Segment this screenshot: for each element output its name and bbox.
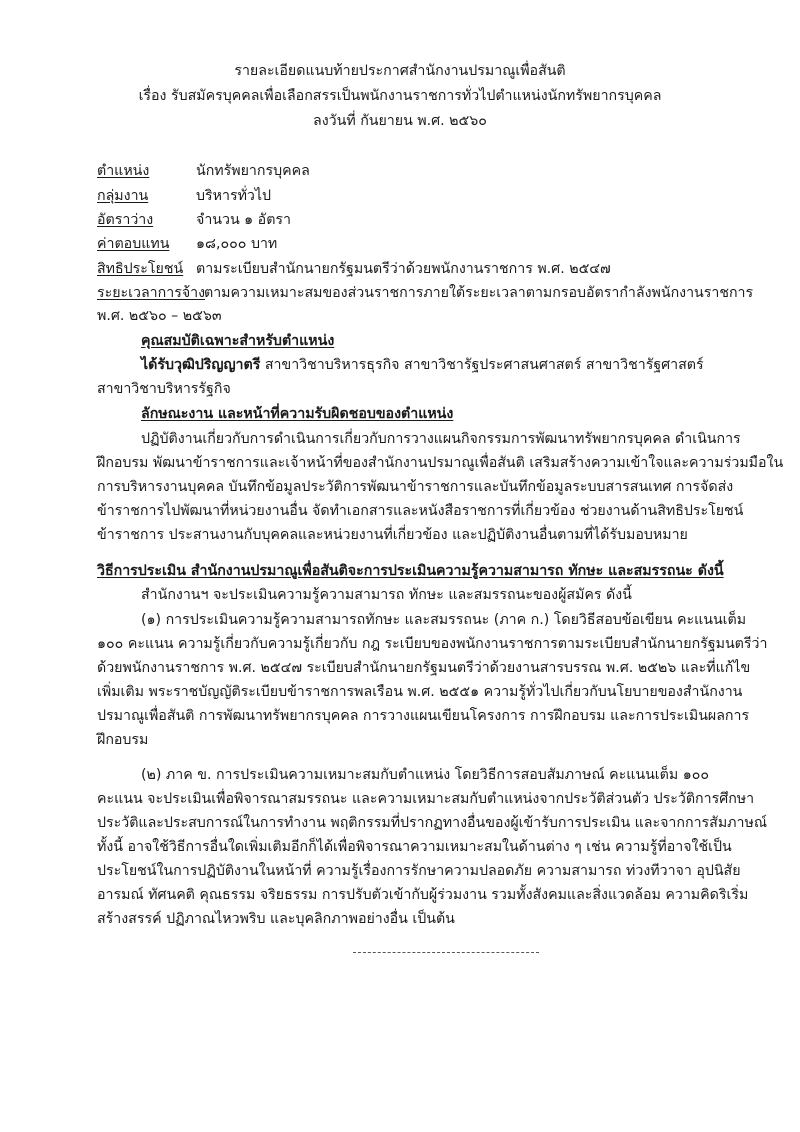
- field-label-employment-period: ระยะเวลาการจ้าง: [97, 285, 206, 301]
- evaluation-part2-line: (๒) ภาค ข. การประเมินความเหมาะสมกับตำแหน่ง โดยวิธีการสอบสัมภาษณ์ คะแนนเต็ม ๑๐๐: [141, 767, 710, 783]
- field-label-benefits: สิทธิประโยชน์: [97, 261, 184, 277]
- field-value-employment-period-cont: พ.ศ. ๒๕๖๐ – ๒๕๖๓: [97, 308, 222, 324]
- field-value-benefits: ตามระเบียบสำนักนายกรัฐมนตรีว่าด้วยพนักงานราชการ พ.ศ. ๒๕๔๗: [196, 261, 611, 277]
- header-title: รายละเอียดแนบท้ายประกาศสำนักงานปรมาณูเพื่อสันติ: [234, 63, 566, 79]
- field-label-position: ตำแหน่ง: [97, 163, 150, 179]
- duties-line: ข้าราชการไปพัฒนาที่หน่วยงานอื่น จัดทำเอกสารและหนังสือราชการที่เกี่ยวข้อง ช่วยงานด้านสิทธิประโยชน์: [97, 503, 744, 519]
- evaluation-part2-line: อารมณ์ ทัศนคติ คุณธรรม จริยธรรม การปรับตัวเข้ากับผู้ร่วมงาน รวมทั้งสังคมและสิ่งแวดล้อม ความคิดริเริ่ม: [97, 887, 749, 903]
- field-label-salary: ค่าตอบแทน: [97, 236, 170, 252]
- evaluation-part1-line: ปรมาณูเพื่อสันติ การพัฒนาทรัพยากรบุคคล การวางแผนเขียนโครงการ การฝึกอบรม และการประเมินผลการ: [97, 708, 750, 724]
- qualifications-heading: คุณสมบัติเฉพาะสำหรับตำแหน่ง: [141, 333, 335, 349]
- qualifications-degree: [141, 354, 704, 376]
- evaluation-part1-line: ด้วยพนักงานราชการ พ.ศ. ๒๕๔๗ ระเบียบสำนักนายกรัฐมนตรีว่าด้วยงานสารบรรณ พ.ศ. ๒๕๒๖ และที่แก้ไข: [97, 660, 751, 676]
- duties-line: การบริหารงานบุคคล บันทึกข้อมูลประวัติการพัฒนาข้าราชการและบันทึกข้อมูลระบบสารสนเทศ การจัดส่ง: [97, 479, 734, 495]
- evaluation-part1-line: เพิ่มเติม พระราชบัญญัติระเบียบข้าราชการพลเรือน พ.ศ. ๒๕๕๑ ความรู้ทั่วไปเกี่ยวกับนโยบายของสำนักงาน: [97, 684, 743, 700]
- evaluation-intro: สำนักงานฯ จะประเมินความรู้ความสามารถ ทักษะ และสมรรถนะของผู้สมัคร ดังนี้: [141, 587, 632, 603]
- field-value-employment-period: ตามความเหมาะสมของส่วนราชการภายใต้ระยะเวลาตามกรอบอัตรากำลังพนักงานราชการ: [204, 285, 754, 301]
- header-date: ลงวันที่ กันยายน พ.ศ. ๒๕๖๐: [313, 113, 487, 129]
- field-value-group: บริหารทั่วไป: [196, 188, 272, 204]
- evaluation-part2-line: ทั้งนี้ อาจใช้วิธีการอื่นใดเพิ่มเติมอีกก็ได้เพื่อพิจารณาความเหมาะสมในด้านต่าง ๆ เช่น ความรู้ที่อาจใช้เป็น: [97, 839, 732, 855]
- field-value-position: นักทรัพยากรบุคคล: [196, 163, 310, 179]
- evaluation-part2-line: ประวัติและประสบการณ์ในการทำงาน พฤติกรรมที่ปรากฏทางอื่นของผู้เข้ารับการประเมิน และจากการสัมภาษณ์: [97, 815, 768, 831]
- header-subject: เรื่อง รับสมัครบุคคลเพื่อเลือกสรรเป็นพนักงานราชการทั่วไปตำแหน่งนักทรัพยากรบุคคล: [138, 88, 662, 104]
- field-label-group: กลุ่มงาน: [97, 188, 149, 204]
- field-value-vacancy: จำนวน ๑ อัตรา: [196, 212, 291, 228]
- duties-line: ฝึกอบรม พัฒนาข้าราชการและเจ้าหน้าที่ของสำนักงานปรมาณูเพื่อสันติ เสริมสร้างความเข้าใจและความร่วมมือใน: [97, 455, 784, 471]
- evaluation-part1-line: ฝึกอบรม: [97, 732, 149, 748]
- evaluation-part2-line: ประโยชน์ในการปฏิบัติงานในหน้าที่ ความรู้เรื่องการรักษาความปลอดภัย ความสามารถ ท่วงทีวาจา อุปนิสัย: [97, 863, 741, 879]
- evaluation-part1-line: ๑๐๐ คะแนน ความรู้เกี่ยวกับความรู้เกี่ยวกับ กฎ ระเบียบของพนักงานราชการตามระเบียบสำนักนายกรัฐมนตรีว่า: [97, 636, 768, 652]
- qualifications-degree-cont: สาขาวิชาบริหารรัฐกิจ: [97, 381, 231, 397]
- field-value-salary: ๑๘,๐๐๐ บาท: [196, 236, 278, 252]
- qualifications-degree-majors: สาขาวิชาบริหารธุรกิจ สาขาวิชารัฐประศาสนศาสตร์ สาขาวิชารัฐศาสตร์: [260, 357, 704, 373]
- duties-heading: ลักษณะงาน และหน้าที่ความรับผิดชอบของตำแหน่ง: [141, 406, 454, 422]
- duties-line: ข้าราชการ ประสานงานกับบุคคลและหน่วยงานที่เกี่ยวข้อง และปฏิบัติงานอื่นตามที่ได้รับมอบหมาย: [97, 527, 688, 543]
- evaluation-part2-line: คะแนน จะประเมินเพื่อพิจารณาสมรรถนะ และความเหมาะสมกับตำแหน่งจากประวัติส่วนตัว ประวัติการศึกษา: [97, 791, 755, 807]
- duties-line: ปฏิบัติงานเกี่ยวกับการดำเนินการเกี่ยวกับการวางแผนกิจกรรมการพัฒนาทรัพยากรบุคคล ดำเนินการ: [141, 431, 741, 447]
- footer-separator: [353, 952, 539, 953]
- field-label-vacancy: อัตราว่าง: [97, 212, 154, 228]
- evaluation-heading: วิธีการประเมิน สำนักงานปรมาณูเพื่อสันติจะการประเมินความรู้ความสามารถ ทักษะ และสมรรถนะ ดังนี้: [97, 563, 724, 579]
- evaluation-part1-line: (๑) การประเมินความรู้ความสามารถทักษะ และสมรรถนะ (ภาค ก.) โดยวิธีสอบข้อเขียน คะแนนเต็ม: [141, 612, 747, 628]
- qualifications-degree-bold: ได้รับวุฒิปริญญาตรี: [141, 357, 261, 373]
- evaluation-part2-line: สร้างสรรค์ ปฏิภาณไหวพริบ และบุคลิกภาพอย่างอื่น เป็นต้น: [97, 911, 455, 927]
